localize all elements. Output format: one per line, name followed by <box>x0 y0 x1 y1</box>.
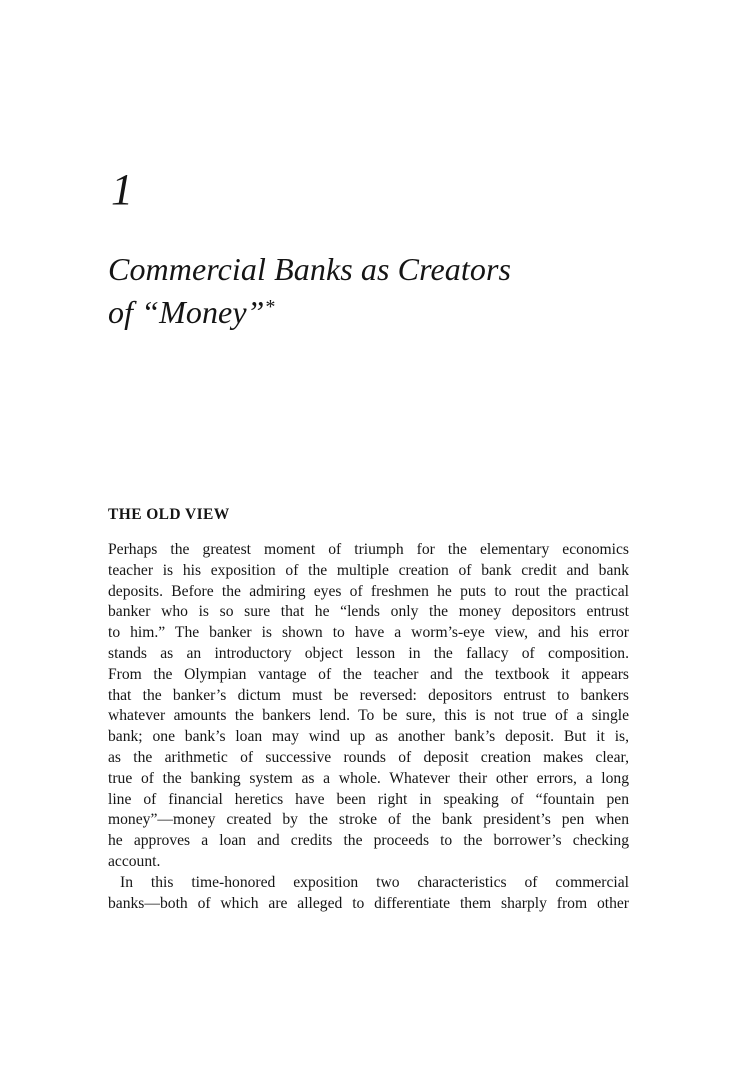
text-line: money”—money created by the stroke of the bank president’s pen when <box>108 811 629 829</box>
chapter-title <box>108 250 511 331</box>
text-line: line of financial heretics have been right in speaking of “fountain pen <box>108 790 629 808</box>
text-line: that the banker’s dictum must be reversed: depositors entrust to bankers <box>108 686 629 704</box>
text-line: he approves a loan and credits the proceeds to the borrower’s checking <box>108 832 629 850</box>
chapter-title-line-2-text: of “Money” <box>108 294 265 330</box>
text-line: whatever amounts the bankers lend. To be sure, this is not true of a single <box>108 707 629 725</box>
text-line: In this time-honored exposition two characteristics of commercial <box>120 873 629 891</box>
text-line: bank; one bank’s loan may wind up as another bank’s deposit. But it is, <box>108 728 629 746</box>
text-line: account. <box>108 852 161 870</box>
chapter-number: 1 <box>111 165 133 214</box>
text-line: stands as an introductory object lesson in the fallacy of composition. <box>108 644 629 662</box>
text-line: teacher is his exposition of the multiple creation of bank credit and bank <box>108 561 629 579</box>
paragraph-2 <box>108 873 629 915</box>
text-line: deposits. Before the admiring eyes of freshmen he puts to rout the practical <box>108 582 629 600</box>
chapter-title-line-1: Commercial Banks as Creators <box>108 251 512 287</box>
body-text <box>108 540 629 914</box>
text-line: banker who is so sure that he “lends only the money depositors entrust <box>108 603 629 621</box>
text-line: to him.” The banker is shown to have a worm’s-eye view, and his error <box>108 624 629 642</box>
text-line: banks—both of which are alleged to differentiate them sharply from other <box>108 894 629 912</box>
footnote-mark: * <box>264 296 275 318</box>
section-heading: THE OLD VIEW <box>108 506 230 523</box>
paragraph-1 <box>108 540 629 873</box>
text-line: as the arithmetic of successive rounds of deposit creation makes clear, <box>108 748 629 766</box>
text-line: Perhaps the greatest moment of triumph for the elementary economics <box>108 541 629 558</box>
text-line: From the Olympian vantage of the teacher and the textbook it appears <box>108 665 629 683</box>
chapter-title-line-2 <box>108 288 511 331</box>
text-line: true of the banking system as a whole. Whatever their other errors, a long <box>108 769 629 787</box>
